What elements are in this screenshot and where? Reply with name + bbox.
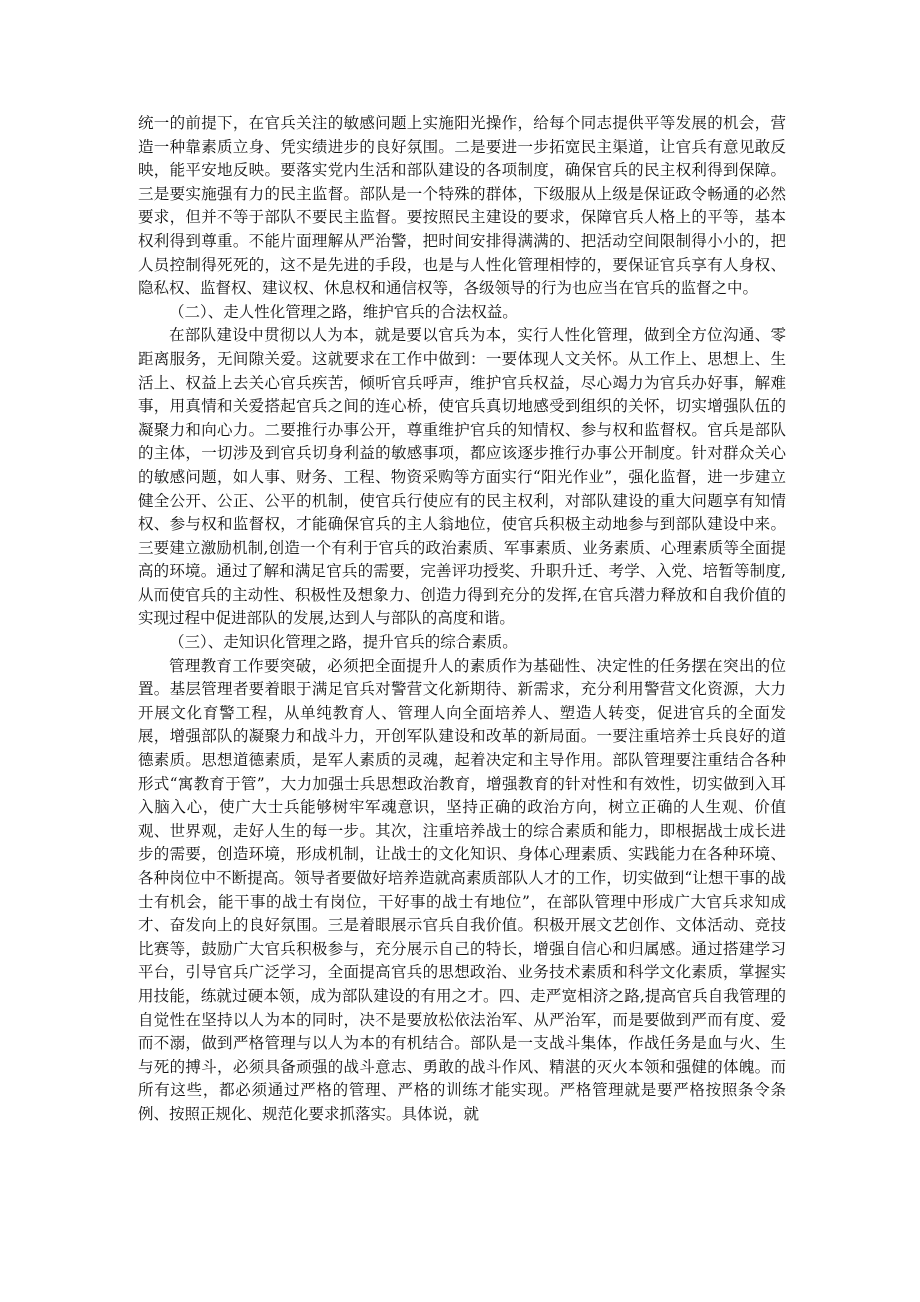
section-heading-3: （三）、走知识化管理之路，提升官兵的综合素质。	[169, 633, 518, 652]
body-paragraph-3: 管理教育工作要突破，必须把全面提升人的素质作为基础性、决定性的任务摆在突出的位置。基层管理者要着眼于满足官兵对警营文化新期待、新需求，充分利用警营文化资源，大力开展文化育警工程，从单纯教育人、管理人向全面培养人、塑造人转变，促进官兵的全面发展，增强部队的凝聚力和战斗力，开创军队建设和改革的新局面。一要注重培养士兵良好的道德素质。思想道德素质，是军人素质的灵魂，起着决定和主导作用。部队管理要注重结合各种形式“寓教育于管”，大力加强士兵思想政治教育，增强教育的针对性和有效性，切实做到入耳入脑入心，使广大士兵能够树牢军魂意识，坚持正确的政治方向，树立正确的人生观、价值观、世界观，走好人生的每一步。其次，注重培养战士的综合素质和能力，即根据战士成长进步的需要，创造环境，形成机制，让战士的文化知识、身体心理素质、实践能力在各种环境、各种岗位中不断提高。领导者要做好培养造就高素质部队人才的工作，切实做到“让想干事的战士有机会，能干事的战士有岗位，干好事的战士有地位”，在部队管理中形成广大官兵求知成才、奋发向上的良好氛围。三是着眼展示官兵自我价值。积极开展文艺创作、文体活动、竞技比赛等，鼓励广大官兵积极参与，充分展示自己的特长，增强自信心和归属感。通过搭建学习平台，引导官兵广泛学习，全面提高官兵的思想政治、业务技术素质和科学文化素质，掌握实用技能，练就过硬本领，成为部队建设的有用之才。四、走严宽相济之路,提高官兵自我管理的自觉性在坚持以人为本的同时，决不是要放松依法治军、从严治军，而是要做到严而有度、爱而不溺，做到严格管理与以人为本的有机结合。部队是一支战斗集体，作战任务是血与火、生与死的搏斗，必须具备顽强的战斗意志、勇敢的战斗作风、精湛的灭火本领和强健的体魄。而所有这些，都必须通过严格的管理、严格的训练才能实现。严格管理就是要严格按照条令条例、按照正规化、规范化要求抓落实。具体说，就	[138, 656, 786, 1123]
body-paragraph-2: 在部队建设中贯彻以人为本，就是要以官兵为本，实行人性化管理，做到全方位沟通、零距离服务，无间隙关爱。这就要求在工作中做到：一要体现人文关怀。从工作上、思想上、生活上、权益上去关心官兵疾苦，倾听官兵呼声，维护官兵权益，尽心竭力为官兵办好事，解难事，用真情和关爱搭起官兵之间的连心桥，使官兵真切地感受到组织的关怀，切实增强队伍的凝聚力和向心力。二要推行办事公开，尊重维护官兵的知情权、参与权和监督权。官兵是部队的主体，一切涉及到官兵切身利益的敏感事项，都应该逐步推行办事公开制度。针对群众关心的敏感问题，如人事、财务、工程、物资采购等方面实行“阳光作业”，强化监督，进一步建立健全公开、公正、公平的机制，使官兵行使应有的民主权利，对部队建设的重大问题享有知情权、参与权和监督权，才能确保官兵的主人翁地位，使官兵积极主动地参与到部队建设中来。三要建立激励机制,创造一个有利于官兵的政治素质、军事素质、业务素质、心理素质等全面提高的环境。通过了解和满足官兵的需要，完善评功授奖、升职升迁、考学、入党、培暂等制度,从而使官兵的主动性、积极性及想象力、创造力得到充分的发挥,在官兵潜力释放和自我价值的实现过程中促进部队的发展,达到人与部队的高度和谐。	[138, 326, 786, 628]
section-heading-2: （二）、走人性化管理之路，维护官兵的合法权益。	[169, 302, 518, 321]
body-paragraph-1: 统一的前提下，在官兵关注的敏感问题上实施阳光操作，给每个同志提供平等发展的机会，营造一种靠素质立身、凭实绩进步的良好氛围。二是要进一步拓宽民主渠道，让官兵有意见敢反映，能平安地反映。要落实党内生活和部队建设的各项制度，确保官兵的民主权利得到保障。三是要实施强有力的民主监督。部队是一个特殊的群体，下级服从上级是保证政令畅通的必然要求，但并不等于部队不要民主监督。要按照民主建设的要求，保障官兵人格上的平等，基本权利得到尊重。不能片面理解从严治警，把时间安排得满满的、把活动空间限制得小小的，把人员控制得死死的，这不是先进的手段，也是与人性化管理相悖的，要保证官兵享有人身权、隐私权、监督权、建议权、休息权和通信权等，各级领导的行为也应当在官兵的监督之中。	[138, 114, 786, 298]
document-page	[138, 112, 786, 1127]
